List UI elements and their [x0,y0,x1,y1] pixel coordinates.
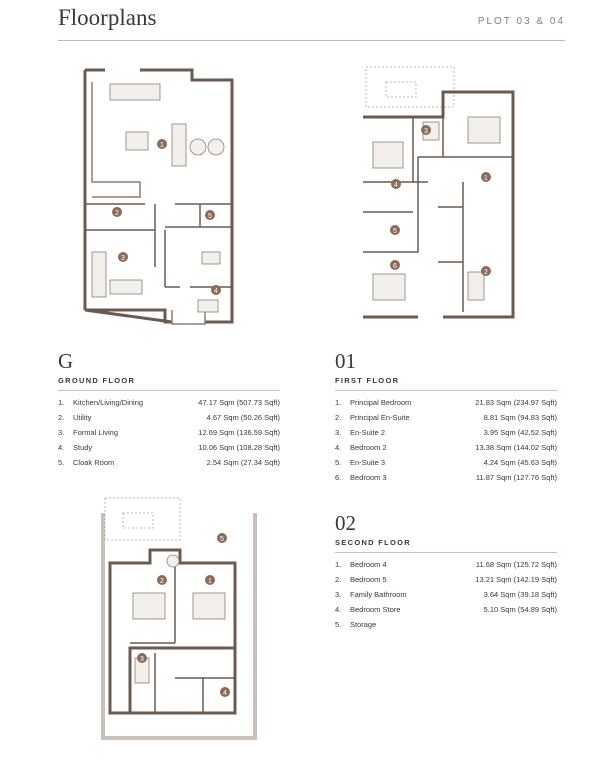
marker-6 [390,260,400,270]
marker-1 [157,139,167,149]
svg-text:1: 1 [484,175,488,182]
marker-5 [217,533,227,543]
marker-5 [205,210,215,220]
room-row: 5. Cloak Room 2.54 Sqm (27.34 Sqft) [58,458,280,467]
room-row: 2. Utility 4.67 Sqm (50.26 Sqft) [58,413,280,422]
svg-text:3: 3 [424,128,428,135]
ground-floor-schedule [58,350,280,473]
svg-text:6: 6 [393,263,397,270]
floor-letter: G [58,349,74,373]
svg-text:5: 5 [393,228,397,235]
room-row: 5. En-Suite 3 4.24 Sqm (45.63 Sqft) [335,458,557,467]
header-divider [58,40,565,41]
marker-2 [481,266,491,276]
svg-text:3: 3 [140,656,144,663]
room-row: 4. Bedroom 2 13.38 Sqm (144.02 Sqft) [335,443,557,452]
floor-letter: 01 [335,349,356,373]
ground-markers [112,139,221,295]
svg-text:5: 5 [208,213,212,220]
svg-text:2: 2 [484,269,488,276]
svg-text:1: 1 [160,142,164,149]
floor-name: SECOND FLOOR [335,538,412,547]
marker-4 [211,285,221,295]
marker-1 [205,575,215,585]
page-title: Floorplans [58,5,157,30]
marker-5 [390,225,400,235]
room-row: 3. Family Bathroom 3.64 Sqm (39.18 Sqft) [335,590,557,599]
floor-letter: 02 [335,511,356,535]
svg-text:1: 1 [208,578,212,585]
marker-2 [157,575,167,585]
room-row: 1. Principal Bedroom 21.83 Sqm (234.97 Sqft) [335,398,557,407]
room-row: 1. Kitchen/Living/Dining 47.17 Sqm (507.73 Sqft) [58,398,280,407]
svg-text:4: 4 [394,182,398,189]
plot-label: PLOT 03 & 04 [477,16,565,27]
ground-floor-plan [80,62,250,332]
section-divider [335,390,557,391]
svg-text:2: 2 [115,210,119,217]
room-row: 2. Principal En-Suite 8.81 Sqm (94.83 Sqft) [335,413,557,422]
marker-1 [481,172,491,182]
marker-3 [137,653,147,663]
first-floor-schedule [335,350,557,488]
marker-4 [220,687,230,697]
marker-3 [421,125,431,135]
second-floor-schedule [335,512,557,635]
room-row: 1. Bedroom 4 11.68 Sqm (125.72 Sqft) [335,560,557,569]
section-divider [58,390,280,391]
svg-text:5: 5 [220,536,224,543]
first-floor-plan [358,62,523,322]
section-divider [335,552,557,553]
svg-text:4: 4 [214,288,218,295]
room-row: 4. Bedroom Store 5.10 Sqm (54.89 Sqft) [335,605,557,614]
room-row: 5. Storage [335,620,377,629]
room-row: 3. Formal Living 12.69 Sqm (136.59 Sqft) [58,428,280,437]
floor-name: FIRST FLOOR [335,376,400,385]
marker-4 [391,179,401,189]
room-row: 3. En-Suite 2 3.95 Sqm (42.52 Sqft) [335,428,557,437]
marker-2 [112,207,122,217]
floor-name: GROUND FLOOR [58,376,136,385]
room-row: 4. Study 10.06 Sqm (108.28 Sqft) [58,443,280,452]
room-row: 2. Bedroom 5 13.21 Sqm (142.19 Sqft) [335,575,557,584]
svg-text:3: 3 [121,255,125,262]
second-floor-plan [95,493,265,753]
room-row: 6. Bedroom 3 11.87 Sqm (127.76 Sqft) [335,473,557,482]
marker-3 [118,252,128,262]
first-markers [390,125,491,276]
svg-text:2: 2 [160,578,164,585]
svg-text:4: 4 [223,690,227,697]
